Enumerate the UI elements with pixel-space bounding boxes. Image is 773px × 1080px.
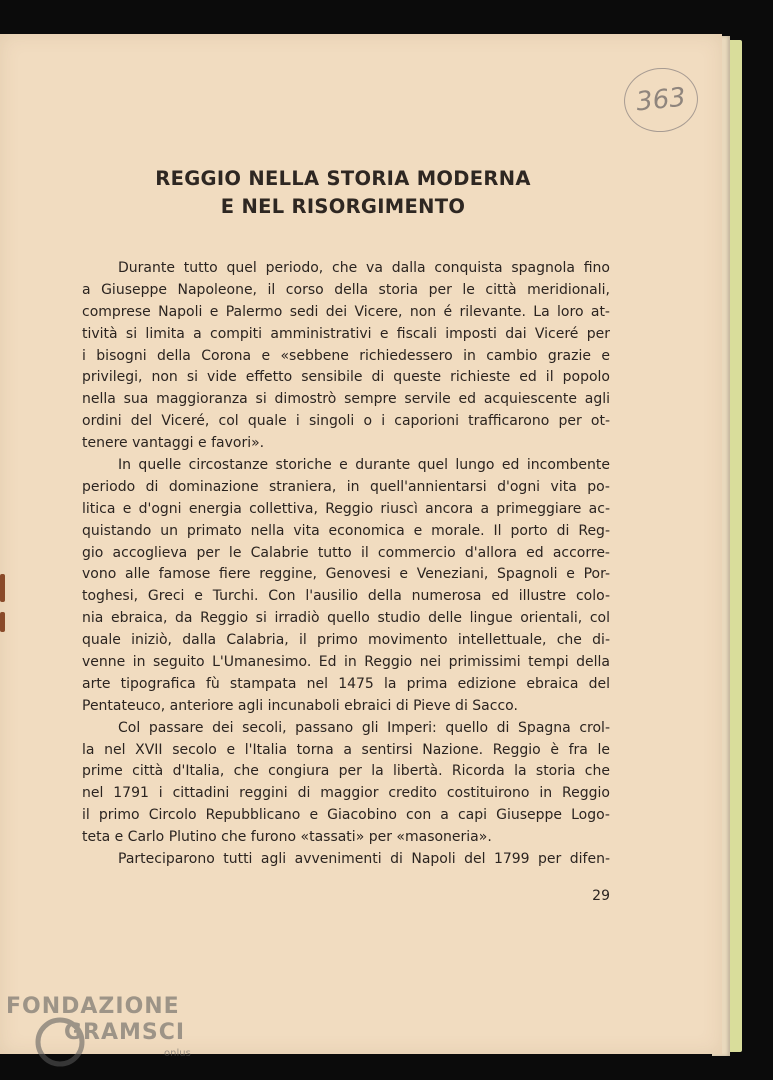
text-line: i bisogni della Corona e «sebbene richiedessero in cambio grazie e: [82, 347, 610, 364]
text-line: nella sua maggioranza si dimostrò sempre servile ed acquiescente agli: [82, 391, 610, 408]
text-line: nel 1791 i cittadini reggini di maggior credito costituirono in Reggio: [82, 785, 610, 802]
archive-stamp: [621, 64, 701, 135]
text-line: gio accoglieva per le Calabrie tutto il commercio d'allora ed accorre-: [82, 544, 610, 561]
text-line: toghesi, Greci e Turchi. Con l'ausilio della numerosa ed illustre colo-: [82, 588, 610, 605]
text-line: quistando un primato nella vita economica e morale. Il porto di Reg-: [82, 522, 610, 539]
text-line: tività si limita a compiti amministrativi e fiscali imposti dai Viceré per: [82, 325, 610, 342]
text-line: arte tipografica fù stampata nel 1475 la prima edizione ebraica del: [82, 675, 610, 692]
title-line-2: E NEL RISORGIMENTO: [220, 195, 466, 218]
watermark-line-3: onlus: [164, 1048, 191, 1059]
text-line: Col passare dei secoli, passano gli Imperi: quello di Spagna crol-: [118, 719, 610, 736]
text-line: litica e d'ogni energia collettiva, Reggio riuscì ancora a primeggiare ac-: [82, 500, 610, 517]
binding-thread-mark: [0, 574, 5, 602]
text-line: prime città d'Italia, che congiura per la libertà. Ricorda la storia che: [82, 763, 610, 780]
text-line: la nel XVII secolo e l'Italia torna a sentirsi Nazione. Reggio è fra le: [82, 741, 610, 758]
page-title: [110, 165, 576, 221]
text-line: In quelle circostanze storiche e durante quel lungo ed incombente: [118, 457, 610, 474]
text-line: nia ebraica, da Reggio si irradiò quello studio delle lingue orientali, col: [82, 610, 610, 627]
text-line: quale iniziò, dalla Calabria, il primo movimento intellettuale, che di-: [82, 632, 610, 649]
watermark-line-2: GRAMSCI: [64, 1020, 186, 1045]
text-line: tenere vantaggi e favori».: [82, 435, 265, 452]
text-line: teta e Carlo Plutino che furono «tassati» per «masoneria».: [82, 829, 492, 846]
text-line: privilegi, non si vide effetto sensibile di queste richieste ed il popolo: [82, 369, 610, 386]
text-line: a Giuseppe Napoleone, il corso della storia per le città meridionali,: [82, 281, 610, 298]
text-line: Pentateuco, anteriore agli incunaboli ebraici di Pieve di Sacco.: [82, 697, 518, 714]
text-line: venne in seguito L'Umanesimo. Ed in Reggio nei primissimi tempi della: [82, 654, 610, 671]
text-line: ordini del Viceré, col quale i singoli o i caporioni trafficarono per ot-: [82, 413, 610, 430]
text-line: Durante tutto quel periodo, che va dalla conquista spagnola fino: [118, 260, 610, 276]
text-line: comprese Napoli e Palermo sedi dei Vicere, non é rilevante. La loro at-: [82, 303, 610, 320]
binding-thread-mark: [0, 612, 5, 632]
text-line: periodo di dominazione straniera, in quell'annientarsi d'ogni vita po-: [82, 478, 610, 495]
body-text: [82, 258, 610, 871]
watermark: [6, 994, 226, 1074]
text-line: vono alle famose fiere reggine, Genovesi e Veneziani, Spagnoli e Por-: [82, 566, 610, 583]
watermark-line-1: FONDAZIONE: [6, 994, 180, 1019]
stamp-number: 363: [634, 82, 688, 118]
page-number: 29: [592, 888, 610, 904]
text-line: il primo Circolo Repubblicano e Giacobino con a capi Giuseppe Logo-: [82, 807, 610, 824]
title-line-1: REGGIO NELLA STORIA MODERNA: [155, 167, 531, 190]
text-line: Parteciparono tutti agli avvenimenti di Napoli del 1799 per difen-: [118, 851, 610, 868]
